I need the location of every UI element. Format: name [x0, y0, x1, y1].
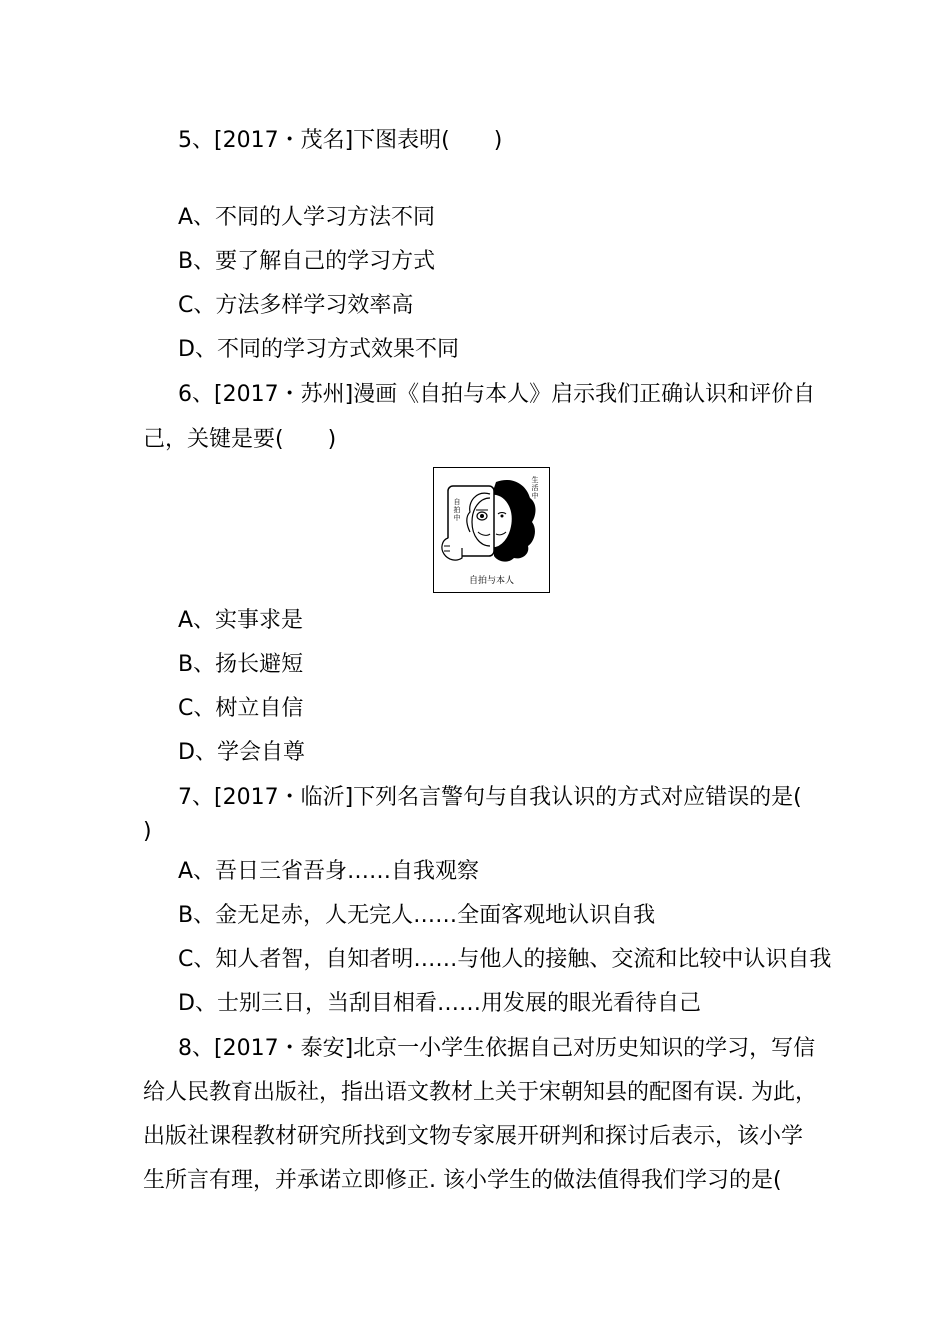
q7-option-d: D、士别三日，当刮目相看……用发展的眼光看待自己: [178, 991, 701, 1016]
q5-option-b: B、要了解自己的学习方式: [178, 249, 436, 274]
selfie-cartoon: [433, 467, 550, 593]
q5-option-d: D、不同的学习方式效果不同: [178, 337, 459, 362]
q7-stem-line1: 7、[2017・临沂]下列名言警句与自我认识的方式对应错误的是(: [178, 785, 802, 810]
q7-option-c: C、知人者智，自知者明……与他人的接触、交流和比较中认识自我: [178, 947, 832, 972]
q7-stem-line2: ): [143, 819, 152, 844]
cartoon-caption: 自拍与本人: [468, 576, 514, 586]
q8-line1: 8、[2017・泰安]北京一小学生依据自己对历史知识的学习，写信: [178, 1036, 816, 1061]
cartoon-left-label: 自拍中: [453, 498, 461, 522]
q6-option-b: B、扬长避短: [178, 652, 304, 677]
q8-line3: 出版社课程教材研究所找到文物专家展开研判和探讨后表示，该小学: [143, 1124, 804, 1149]
q7-option-b: B、金无足赤，人无完人……全面客观地认识自我: [178, 903, 656, 928]
q5-stem: 5、[2017・茂名]下图表明( ): [178, 128, 503, 153]
cartoon-right-label: 生活中: [531, 476, 539, 500]
q6-option-c: C、树立自信: [178, 696, 304, 721]
q8-line4: 生所言有理，并承诺立即修正. 该小学生的做法值得我们学习的是(: [143, 1168, 782, 1193]
q6-stem-line1: 6、[2017・苏州]漫画《自拍与本人》启示我们正确认识和评价自: [178, 382, 816, 407]
q5-option-a: A、不同的人学习方法不同: [178, 205, 436, 230]
q7-option-a: A、吾日三省吾身……自我观察: [178, 859, 480, 884]
q5-option-c: C、方法多样学习效率高: [178, 293, 414, 318]
q8-line2: 给人民教育出版社，指出语文教材上关于宋朝知县的配图有误. 为此，: [143, 1080, 817, 1105]
q6-option-d: D、学会自尊: [178, 740, 305, 765]
q6-stem-line2: 己，关键是要( ): [143, 427, 337, 452]
q6-option-a: A、实事求是: [178, 608, 304, 633]
